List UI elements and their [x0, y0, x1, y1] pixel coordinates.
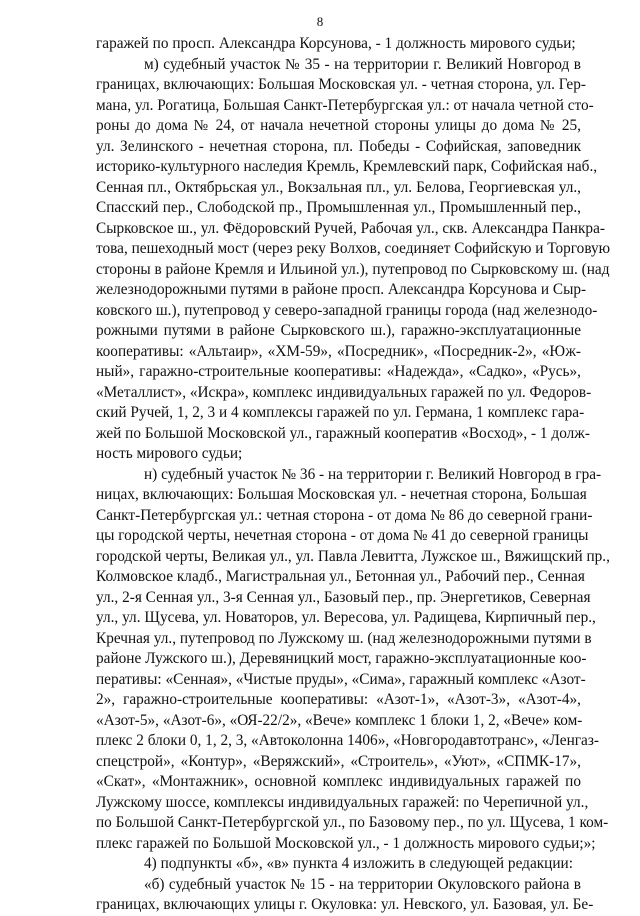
text-line: ул. Зелинского - нечетная сторона, пл. Победы - Софийская, заповедник	[96, 137, 581, 155]
text-line: историко-культурного наследия Кремль, Кремлевский парк, Софийская наб.,	[96, 158, 598, 175]
text-line: цы городской черты, нечетная сторона - от дома № 41 до северной границы	[96, 527, 589, 544]
text-line: рожными путями в районе Сырковского ш.), гаражно-эксплуатационные	[96, 322, 581, 339]
text-line: роны до дома № 24, от начала нечетной стороны улицы до дома № 25,	[96, 117, 581, 134]
text-line: ность мирового судьи;	[96, 445, 243, 462]
text-line: ул., 2-я Сенная ул., 3-я Сенная ул., Базовый пер., пр. Энергетиков, Северная	[96, 588, 591, 606]
text-line: границах, включающих улицы г. Окуловка: ул. Невского, ул. Базовая, ул. Бе-	[96, 896, 594, 913]
page-number: 8	[316, 14, 324, 29]
text-line: 4) подпункты «б», «в» пункта 4 изложить в следующей редакции:	[144, 855, 573, 872]
text-line: по Большой Санкт-Петербургской ул., по Базовому пер., по ул. Щусева, 1 ком-	[96, 814, 609, 831]
text-line: мана, ул. Рогатица, Большая Санкт-Петербургская ул.: от начала четной сто-	[96, 96, 594, 114]
text-line: кооперативы: «Альтаир», «ХМ-59», «Посредник», «Посредник-2», «Юж-	[96, 342, 581, 360]
text-line: Санкт-Петербургская ул.: четная сторона - от дома № 86 до северной грани-	[96, 506, 593, 524]
text-line: ный», гаражно-строительные кооперативы: «Надежда», «Садко», «Русь»,	[96, 363, 581, 380]
text-line: спецстрой», «Контур», «Веряжский», «Строитель», «Уют», «СПМК-17»,	[96, 752, 581, 770]
text-line: Колмовское кладб., Магистральная ул., Бетонная ул., Рабочий пер., Сенная	[96, 568, 585, 585]
text-line: Спасский пер., Слободской пр., Промышленная ул., Промышленный пер.,	[96, 199, 581, 216]
text-line: ул., ул. Щусева, ул. Новаторов, ул. Вересова, ул. Радищева, Кирпичный пер.,	[96, 609, 596, 626]
text-line: плекс 2 блоки 0, 1, 2, 3, «Автоколонна 1406», «Новгородавтотранс», «Ленгаз-	[96, 732, 599, 749]
text-line: н) судебный участок № 36 - на территории г. Великий Новгород в гра-	[144, 465, 602, 483]
text-line: ковского ш.), путепровод у северо-западной границы города (над железнодо-	[96, 301, 598, 319]
text-line: стороны в районе Кремля и Ильиной ул.), путепровод по Сырковскому ш. (над	[96, 260, 610, 278]
text-line: плекс гаражей по Большой Московской ул., - 1 должность мирового судьи;»;	[96, 834, 596, 852]
text-line: ский Ручей, 1, 2, 3 и 4 комплексы гаражей по ул. Германа, 1 комплекс гара-	[96, 404, 585, 421]
text-line: Лужскому шоссе, комплексы индивидуальных гаражей: по Черепичной ул.,	[96, 793, 589, 811]
document-body	[96, 34, 611, 916]
text-line: Кречная ул., путепровод по Лужскому ш. (над железнодорожными путями в	[96, 629, 592, 647]
text-line: ницах, включающих: Большая Московская ул. - нечетная сторона, Большая	[96, 486, 587, 503]
text-line: гаражей по просп. Александра Корсунова, - 1 должность мирового судьи;	[96, 35, 576, 52]
text-line: Сырковское ш., ул. Фёдоровский Ручей, Рабочая ул., скв. Александра Панкра-	[96, 219, 605, 237]
text-line: жей по Большой Московской ул., гаражный кооператив «Восход», - 1 долж-	[96, 424, 590, 442]
text-line: городской черты, Великая ул., ул. Павла Левитта, Лужское ш., Вяжищский пр.,	[96, 547, 610, 565]
text-line: «Скат», «Монтажник», основной комплекс индивидуальных гаражей по	[96, 773, 581, 790]
text-line: 2», гаражно-строительные кооперативы: «Азот-1», «Азот-3», «Азот-4»,	[96, 691, 581, 708]
text-line: перативы: «Сенная», «Чистые пруды», «Сима», гаражный комплекс «Азот-	[96, 670, 586, 688]
text-line: «Азот-5», «Азот-6», «ОЯ-22/2», «Вече» комплекс 1 блоки 1, 2, «Вече» ком-	[96, 711, 583, 729]
text-line: железнодорожными путями в районе просп. Александра Корсунова и Сыр-	[96, 281, 587, 298]
text-line: районе Лужского ш.), Деревяницкий мост, гаражно-эксплуатационные коо-	[96, 650, 587, 667]
text-line: Сенная пл., Октябрьская ул., Вокзальная пл., ул. Белова, Георгиевская ул.,	[96, 178, 581, 196]
text-line: това, пешеходный мост (через реку Волхов, соединяет Софийскую и Торговую	[96, 240, 611, 257]
text-line: границах, включающих: Большая Московская ул. - четная сторона, ул. Гер-	[96, 76, 586, 93]
text-line: «б) судебный участок № 15 - на территории Окуловского района в	[144, 875, 581, 893]
text-line: «Металлист», «Искра», комплекс индивидуальных гаражей по ул. Федоров-	[96, 383, 592, 401]
text-line: м) судебный участок № 35 - на территории г. Великий Новгород в	[144, 55, 581, 73]
